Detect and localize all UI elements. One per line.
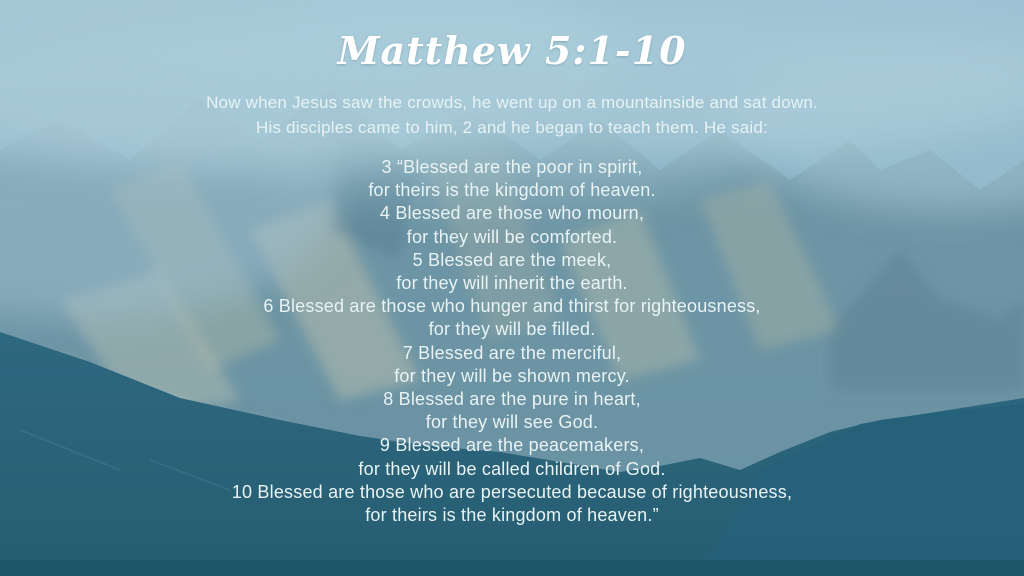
- passage-title: Matthew 5:1-10: [337, 28, 687, 73]
- verse-line: for they will be shown mercy.: [394, 365, 630, 386]
- verse-line: 7 Blessed are the merciful,: [402, 342, 622, 363]
- verse-line: for they will be comforted.: [406, 226, 618, 247]
- verse-line: 6 Blessed are those who hunger and thirst for righteousness,: [263, 296, 761, 317]
- verse-line: 5 Blessed are the meek,: [412, 249, 612, 270]
- verse-line: for they will inherit the earth.: [396, 273, 628, 294]
- intro-line: His disciples came to him, 2 and he began to teach them. He said:: [256, 118, 768, 137]
- intro-line: Now when Jesus saw the crowds, he went up on a mountainside and sat down.: [206, 93, 818, 112]
- verse-line: for they will see God.: [425, 412, 599, 433]
- verse-line: for they will be filled.: [428, 319, 596, 340]
- verse-line: 8 Blessed are the pure in heart,: [383, 389, 641, 410]
- verse-line: 10 Blessed are those who are persecuted because of righteousness,: [231, 481, 793, 502]
- verse-line: for theirs is the kingdom of heaven.”: [365, 505, 659, 526]
- beatitudes-block: [0, 156, 1024, 527]
- intro-paragraph: [0, 90, 1024, 140]
- verse-line: 9 Blessed are the peacemakers,: [379, 435, 645, 456]
- verse-line: 3 “Blessed are the poor in spirit,: [381, 157, 643, 177]
- verse-line: for theirs is the kingdom of heaven.: [368, 180, 656, 201]
- verse-line: 4 Blessed are those who mourn,: [379, 203, 645, 224]
- verse-line: for they will be called children of God.: [358, 458, 666, 479]
